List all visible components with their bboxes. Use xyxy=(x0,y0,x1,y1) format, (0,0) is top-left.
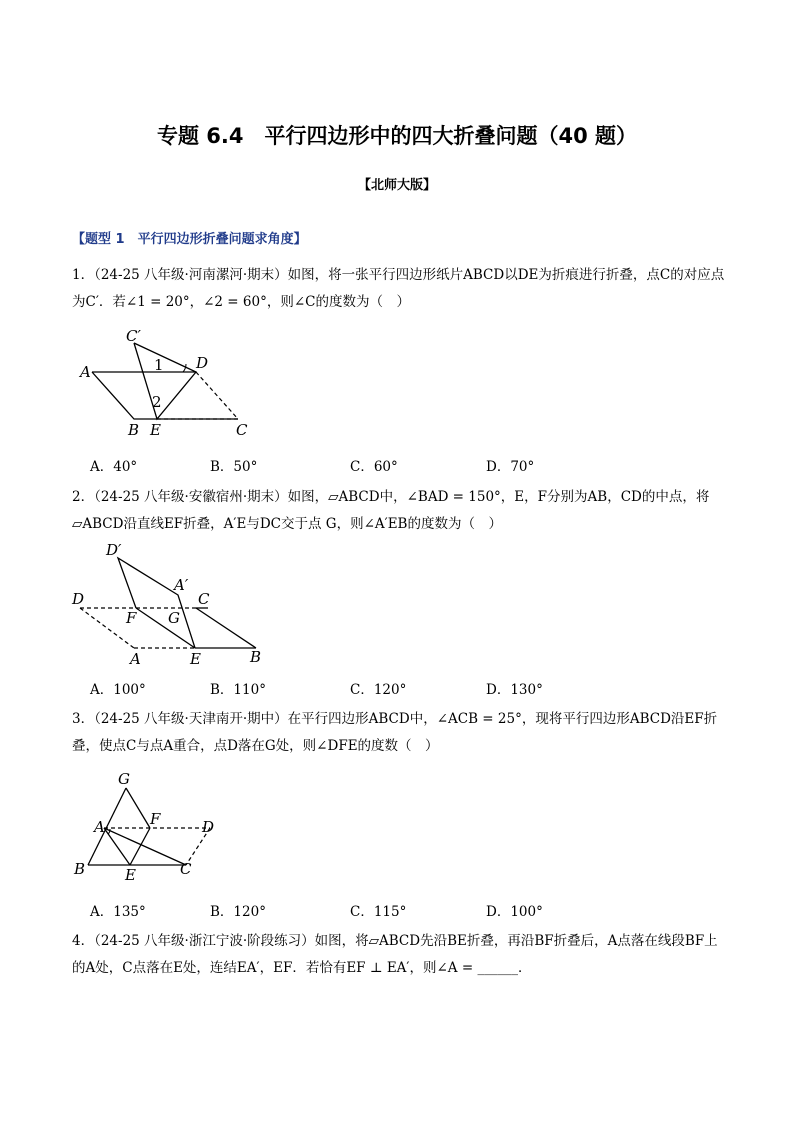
question-3-text: 3．（24-25 八年级·天津南开·期中）在平行四边形ABCD中，∠ACB = 25°，现将平行四边形ABCD沿EF折叠，使点C与点A重合，点D落在G处，则∠DFE的度数（ ） xyxy=(72,711,718,754)
q3-option-c[interactable]: C．115° xyxy=(350,904,407,920)
q2-option-c[interactable]: C．120° xyxy=(350,682,407,698)
q1-option-c[interactable]: C．60° xyxy=(350,459,398,475)
angle-1-label: 1 xyxy=(154,356,164,374)
q2-option-d[interactable]: D．130° xyxy=(486,682,543,698)
q3-option-b[interactable]: B．120° xyxy=(210,904,266,920)
question-2-figure xyxy=(68,540,278,670)
label-F: F xyxy=(126,609,137,627)
label-G: G xyxy=(168,609,180,627)
label-E: E xyxy=(150,421,161,439)
label-D: D xyxy=(202,818,215,836)
label-B: B xyxy=(128,421,140,439)
label-B: B xyxy=(74,860,86,878)
label-E: E xyxy=(190,650,201,668)
label-C: C xyxy=(236,421,248,439)
label-G: G xyxy=(118,770,130,788)
q1-option-d[interactable]: D．70° xyxy=(486,459,535,475)
q1-option-a[interactable]: A．40° xyxy=(90,459,138,475)
q1-option-b[interactable]: B．50° xyxy=(210,459,258,475)
label-B: B xyxy=(250,648,262,666)
label-A: A xyxy=(80,363,91,381)
angle-2-label: 2 xyxy=(152,393,162,411)
label-D: D xyxy=(196,354,209,372)
label-C: C xyxy=(198,590,210,608)
edition-label: 【北师大版】 xyxy=(357,178,436,193)
question-4-text: 4．（24-25 八年级·浙江宁波·阶段练习）如图，将▱ABCD先沿BE折叠，再沿BF折叠后，A点落在线段BF上的A处，C点落在E处，连结EA′，EF．若恰有EF ⊥ EA′，则∠A = ______． xyxy=(72,933,718,976)
question-1-figure xyxy=(72,325,272,440)
label-Cprime: C′ xyxy=(126,327,141,345)
label-C: C xyxy=(180,860,192,878)
page-title: 专题 6.4 平行四边形中的四大折叠问题（40 题） xyxy=(156,124,638,148)
label-Dprime: D′ xyxy=(106,541,122,559)
label-F: F xyxy=(150,810,161,828)
q2-option-a[interactable]: A．100° xyxy=(90,682,146,698)
label-Aprime: A′ xyxy=(174,576,189,594)
q2-option-b[interactable]: B．110° xyxy=(210,682,266,698)
question-3-figure xyxy=(70,770,230,882)
question-1-text: 1．（24-25 八年级·河南漯河·期末）如图，将一张平行四边形纸片ABCD以DE为折痕进行折叠，点C的对应点为C′．若∠1 = 20°，∠2 = 60°，则∠C的度数为（ ） xyxy=(72,267,725,310)
label-A: A xyxy=(94,818,105,836)
q3-option-a[interactable]: A．135° xyxy=(90,904,146,920)
label-A: A xyxy=(130,650,141,668)
section-heading: 【题型 1 平行四边形折叠问题求角度】 xyxy=(72,232,307,247)
q3-option-d[interactable]: D．100° xyxy=(486,904,543,920)
label-D: D xyxy=(72,590,85,608)
label-E: E xyxy=(125,866,136,882)
question-2-text: 2．（24-25 八年级·安徽宿州·期末）如图，▱ABCD中，∠BAD = 150°，E，F分别为AB，CD的中点，将▱ABCD沿直线EF折叠，A′E与DC交于点 G，则∠A′EB的度数为（ ） xyxy=(72,489,710,532)
